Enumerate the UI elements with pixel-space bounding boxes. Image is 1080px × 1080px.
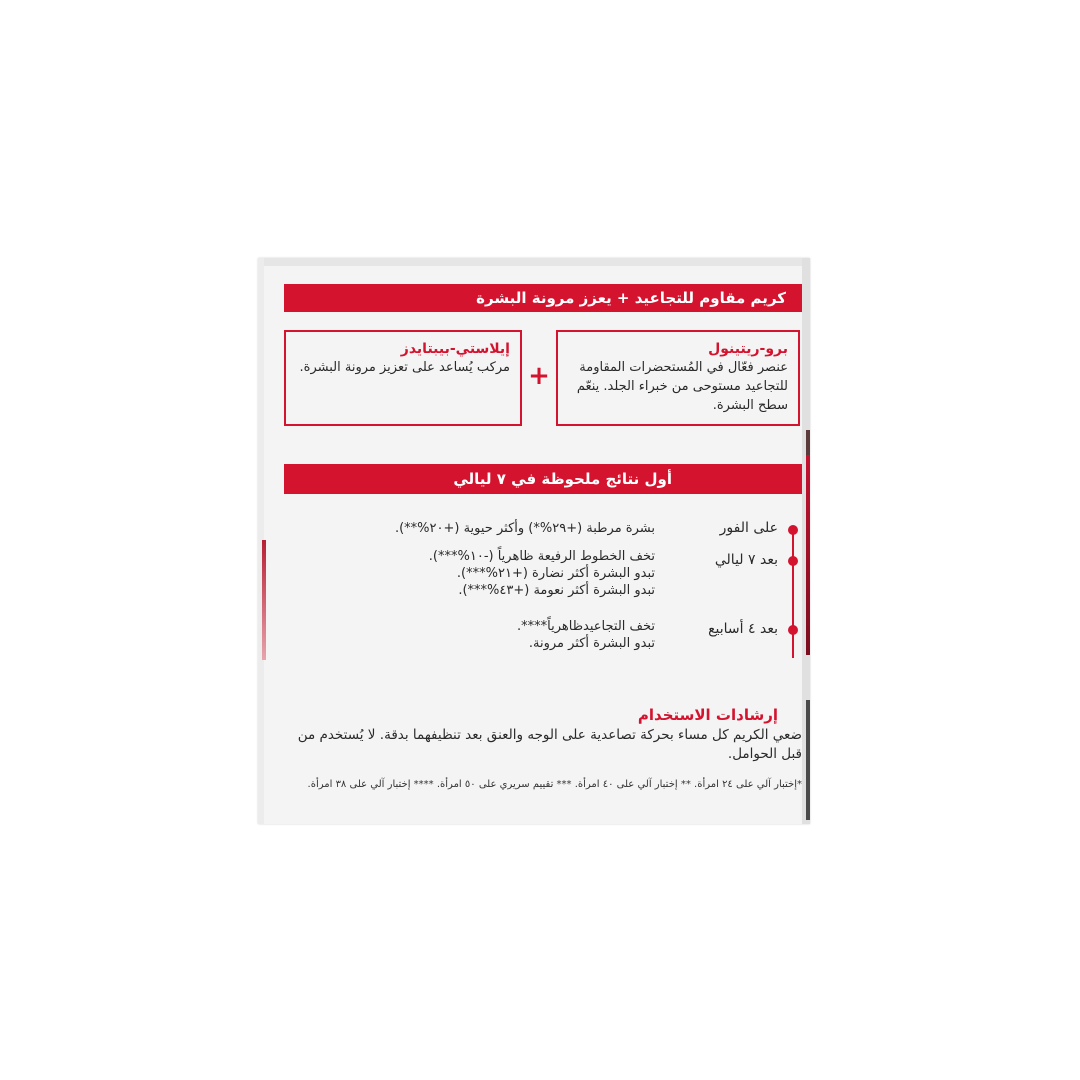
timeline-label: بعد ٤ أسابيع bbox=[708, 621, 778, 637]
timeline-dot bbox=[788, 625, 798, 635]
ingredient-title: إيلاستي-بيبتايدز bbox=[400, 341, 510, 357]
box-top-edge bbox=[262, 258, 806, 266]
results-banner: أول نتائج ملحوظة في ٧ ليالي bbox=[284, 464, 802, 494]
timeline-line bbox=[792, 528, 794, 658]
result-line: بشرة مرطبة (+٢٩%*) وأكثر حيوية (+٢٠%**). bbox=[394, 521, 655, 536]
timeline-label: بعد ٧ ليالي bbox=[714, 552, 778, 568]
box-side-strip-dark-bottom bbox=[806, 700, 810, 820]
timeline-results bbox=[275, 548, 655, 599]
header-banner: كريم مقاوم للتجاعيد + يعزز مرونة البشرة bbox=[284, 284, 802, 312]
timeline-dot bbox=[788, 556, 798, 566]
timeline-results bbox=[275, 618, 655, 652]
footnote: *إختبار آلي على ٢٤ امرأة. ** إختبار آلي على ٤٠ امرأة. *** تقييم سريري على ٥٠ امرأة. **** إختبار آلي على ٣٨ امرأة. bbox=[307, 779, 802, 790]
plus-sign: + bbox=[528, 361, 550, 391]
result-line: تبدو البشرة أكثر نعومة (+٤٣%***). bbox=[458, 583, 655, 598]
box-side-strip-red bbox=[806, 455, 810, 655]
ingredient-card-proretinol bbox=[556, 330, 800, 426]
ingredient-body: مركب يُساعد على تعزيز مرونة البشرة. bbox=[299, 360, 510, 375]
usage-title: إرشادات الاستخدام bbox=[637, 706, 778, 724]
ingredient-title: برو-ريتينول bbox=[708, 341, 788, 357]
usage-body: ضعي الكريم كل مساء بحركة تصاعدية على الوجه والعنق بعد تنظيفهما بدقة. لا يُستخدم من قبل الحوامل. bbox=[297, 727, 802, 762]
timeline-dot bbox=[788, 525, 798, 535]
result-line: تخف التجاعيدظاهرياً****. bbox=[517, 619, 655, 634]
result-line: تبدو البشرة أكثر مرونة. bbox=[528, 636, 655, 651]
result-line: تخف الخطوط الرفيعة ظاهرياً (-١٠%***). bbox=[428, 549, 655, 564]
result-line: تبدو البشرة أكثر نضارة (+٢١%***). bbox=[456, 566, 655, 581]
box-left-strip-red bbox=[262, 540, 266, 660]
timeline-label: على الفور bbox=[719, 520, 778, 536]
timeline-results bbox=[275, 520, 655, 537]
ingredient-body: عنصر فعّال في المُستحضرات المقاومة للتجاعيد مستوحى من خبراء الجلد. ينعّم سطح البشرة. bbox=[576, 360, 788, 413]
ingredient-card-elastipeptides bbox=[284, 330, 522, 426]
box-side-strip-dark bbox=[806, 430, 810, 455]
